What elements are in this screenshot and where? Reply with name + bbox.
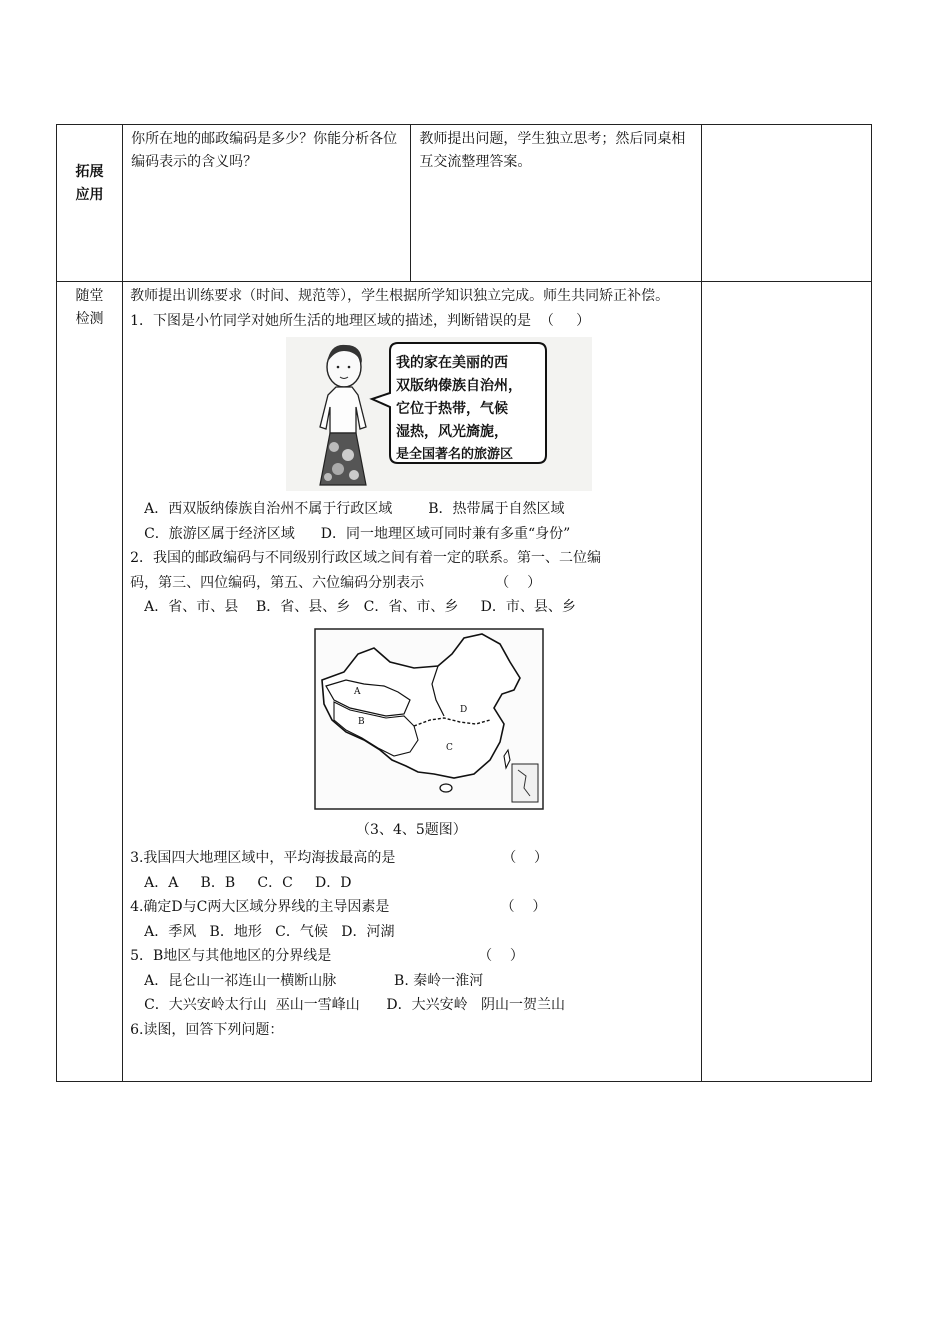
region-label-c: C (446, 742, 453, 753)
label-line: 检测 (75, 311, 104, 327)
q1-illustration (286, 337, 592, 491)
q1-option-d: D．同一地理区域可同时兼有多重“身份” (320, 525, 571, 542)
test-intro: 教师提出训练要求（时间、规范等），学生根据所学知识独立完成。师生共同矫正补偿。 (130, 288, 670, 304)
q4-stem: 4.确定D与C两大区域分界线的主导因素是 （ ） (130, 899, 547, 915)
q1-option-ab (130, 497, 693, 522)
bubble-text-line: 湿热，风光旖旎， (396, 424, 509, 440)
china-map-svg (314, 628, 544, 810)
label-line: 应用 (75, 187, 104, 203)
q1-stem: 1．下图是小竹同学对她所生活的地理区域的描述，判断错误的是 （ ） (130, 312, 591, 329)
notes-cell (701, 282, 871, 1082)
lesson-table (56, 124, 872, 1082)
bubble-text-line: 双版纳傣族自治州， (396, 378, 523, 394)
bubble-text-line: 我的家在美丽的西 (396, 355, 509, 371)
q2-stem-line2: 码，第三、四位编码，第五、六位编码分别表示 （ ） (130, 574, 542, 591)
region-label-b: B (358, 716, 365, 727)
region-label-d: D (460, 704, 468, 715)
map-caption: （3、4、5题图） (356, 821, 467, 838)
label-line: 随堂 (75, 288, 104, 304)
label-line: 拓展 (75, 164, 104, 180)
q1-option-cd (130, 522, 693, 547)
expand-activity: 教师提出问题，学生独立思考；然后同桌相互交流整理答案。 (411, 125, 701, 282)
girl-figure-illustration (286, 337, 592, 491)
region-label-a: A (354, 686, 361, 697)
q4-options: A．季风 B．地形 C．气候 D．河湖 (144, 923, 395, 940)
row-expand-application (57, 125, 872, 282)
section-label-expand (57, 125, 123, 282)
q1-option-c: C．旅游区属于经济区域 (144, 525, 295, 542)
q1-option-a: A．西双版纳傣族自治州不属于行政区域 (144, 501, 393, 517)
notes-cell (701, 125, 871, 282)
section-label-test (57, 282, 123, 1082)
q5-options-ab: A．昆仑山一祁连山一横断山脉 B. 秦岭一淮河 (144, 972, 484, 989)
china-regions-map (314, 628, 544, 810)
q2-stem-line1: 2．我国的邮政编码与不同级别行政区域之间有着一定的联系。第一、二位编 (130, 550, 601, 566)
q6-stem: 6.读图，回答下列问题： (130, 1021, 284, 1038)
row-class-test (57, 282, 872, 1082)
expand-question: 你所在地的邮政编码是多少？你能分析各位编码表示的含义吗？ (123, 125, 411, 282)
q3-stem: 3.我国四大地理区域中，平均海拔最高的是 （ ） (130, 850, 549, 866)
q1-option-b: B．热带属于自然区域 (428, 501, 565, 517)
test-content (123, 282, 702, 1082)
bubble-text-line: 它位于热带，气候 (396, 401, 509, 417)
q5-stem: 5．B地区与其他地区的分界线是 （ ） (130, 948, 524, 964)
bubble-text-line: 是全国著名的旅游区 (396, 447, 514, 462)
q2-options: A．省、市、县 B．省、县、乡 C．省、市、乡 D．市、县、乡 (144, 599, 576, 615)
q5-options-cd: C．大兴安岭太行山 巫山一雪峰山 D．大兴安岭 阴山一贺兰山 (144, 997, 565, 1013)
q3-options: A．A B．B C．C D．D (144, 874, 352, 891)
